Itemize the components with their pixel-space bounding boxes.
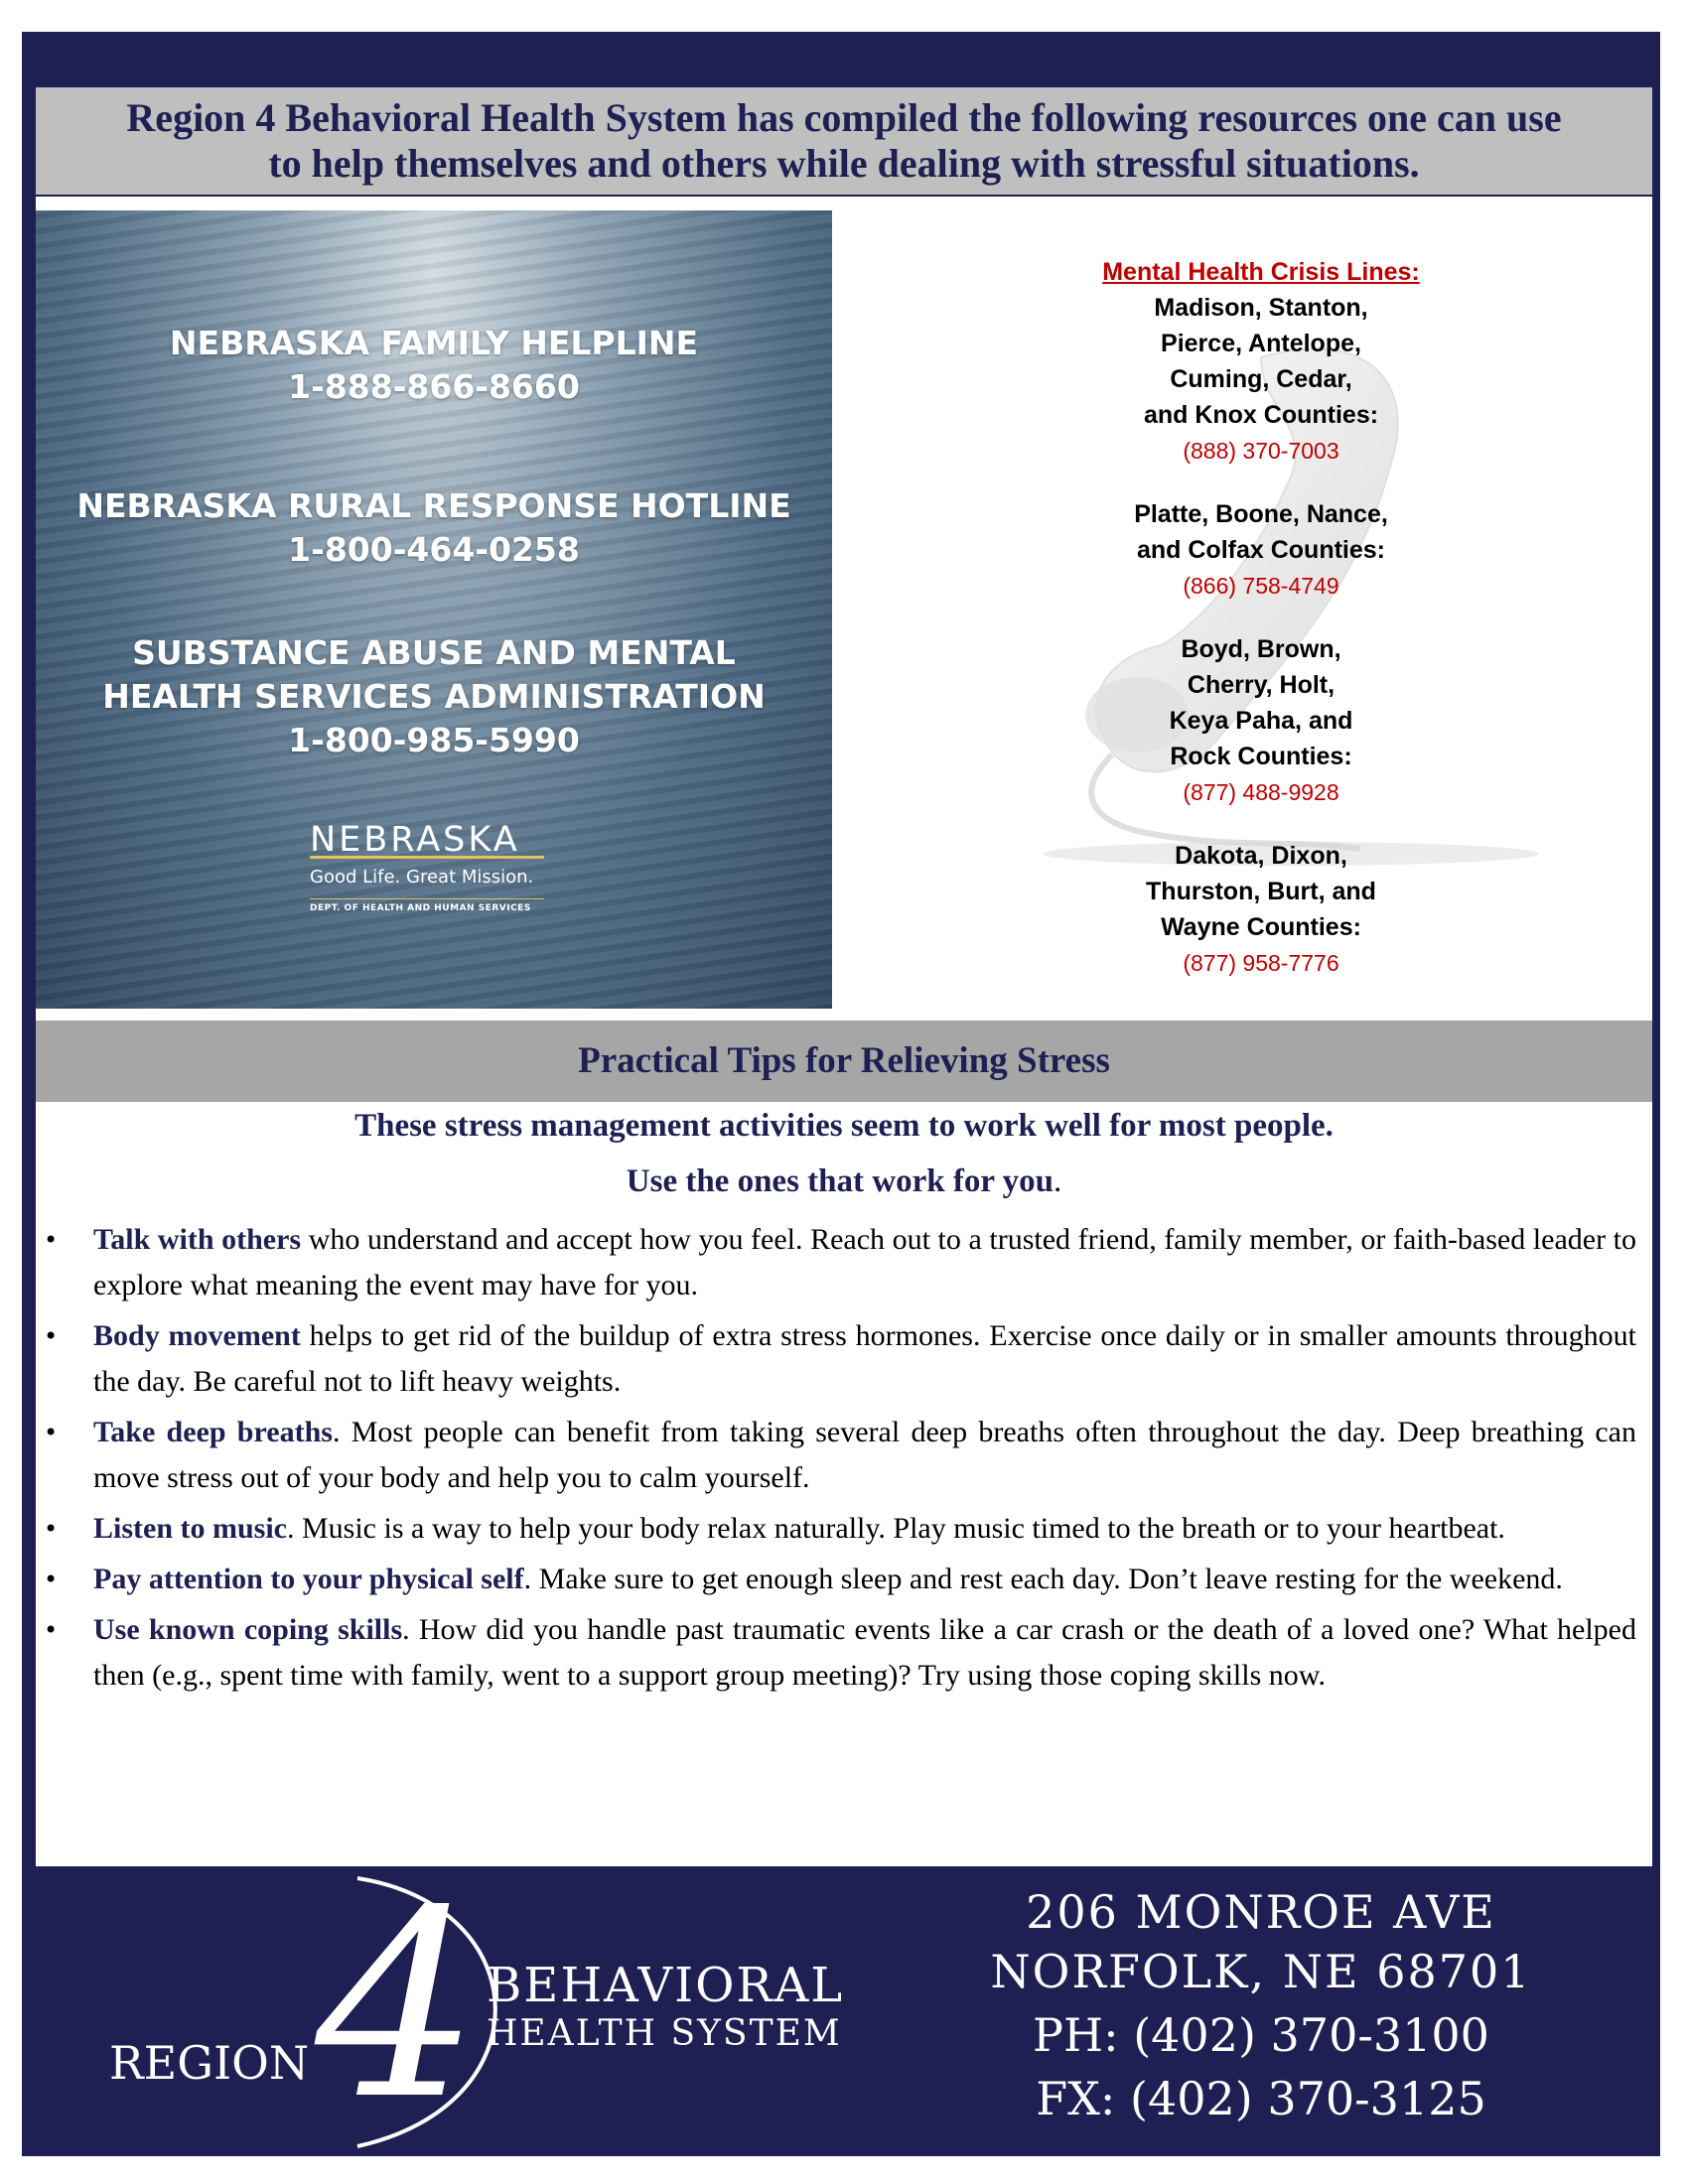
county-line: Pierce, Antelope, bbox=[1161, 330, 1361, 357]
county-line: Keya Paha, and bbox=[1169, 707, 1353, 735]
crisis-lines-title: Mental Health Crisis Lines: bbox=[1102, 258, 1420, 286]
list-item bbox=[93, 1217, 1636, 1308]
footer-address-line-2: NORFOLK, NE 68701 bbox=[990, 1945, 1532, 1998]
tips-title: Practical Tips for Relieving Stress bbox=[36, 1021, 1652, 1102]
tip-text: who understand and accept how you feel. Reach out to a trusted friend, family member, or faith-based leader to explore what meaning the event may have for you. bbox=[93, 1223, 1636, 1301]
logo-line-2: HEALTH SYSTEM bbox=[487, 2013, 842, 2054]
hotline-name: NEBRASKA FAMILY HELPLINE bbox=[169, 324, 699, 362]
logo-numeral: 4 bbox=[315, 1866, 480, 2154]
county-line: Dakota, Dixon, bbox=[1175, 842, 1347, 870]
list-item bbox=[93, 1557, 1636, 1602]
hotline-rural bbox=[36, 484, 832, 572]
tips-list bbox=[93, 1217, 1636, 1704]
crisis-group bbox=[1033, 496, 1489, 604]
hotline-number: 1-800-985-5990 bbox=[288, 721, 580, 759]
tip-text: helps to get rid of the buildup of extra stress hormones. Exercise once daily or in smaller amounts throughout the day. Be careful not to lift heavy weights. bbox=[93, 1319, 1636, 1398]
tip-text: . How did you handle past traumatic events like a car crash or the death of a loved one? What helped then (e.g., spent time with family, went to a support group meeting)? Try using those coping skills now. bbox=[93, 1613, 1636, 1692]
hotline-samhsa bbox=[36, 631, 832, 762]
footer-address-line-1: 206 MONROE AVE bbox=[1026, 1885, 1496, 1939]
region-4-logo bbox=[109, 1866, 864, 2154]
logo-line-1: BEHAVIORAL bbox=[487, 1958, 845, 2013]
hotline-graphic bbox=[36, 210, 832, 1009]
county-line: Boyd, Brown, bbox=[1181, 635, 1341, 663]
logo-region: REGION bbox=[109, 2036, 310, 2090]
county-line: and Knox Counties: bbox=[1143, 401, 1379, 429]
tip-heading: Body movement bbox=[93, 1319, 301, 1352]
crisis-group bbox=[1033, 838, 1489, 981]
hotline-number: 1-888-866-8660 bbox=[288, 367, 580, 406]
county-line: Thurston, Burt, and bbox=[1146, 878, 1376, 905]
tip-text: . Music is a way to help your body relax naturally. Play music timed to the breath or to your heartbeat. bbox=[287, 1512, 1505, 1545]
tip-heading: Take deep breaths bbox=[93, 1416, 333, 1448]
tip-text: . Most people can benefit from taking several deep breaths often throughout the day. Deep breathing can move stress out of your body and help you to calm yourself. bbox=[93, 1416, 1636, 1494]
crisis-group bbox=[1033, 631, 1489, 810]
county-line: and Colfax Counties: bbox=[1136, 536, 1385, 564]
county-line: Wayne Counties: bbox=[1161, 913, 1361, 941]
crisis-phone: (877) 958-7776 bbox=[1183, 950, 1339, 976]
tip-heading: Use known coping skills bbox=[93, 1613, 403, 1646]
county-line: Cherry, Holt, bbox=[1187, 671, 1336, 699]
crisis-phone: (866) 758-4749 bbox=[1183, 573, 1339, 599]
tips-subtitle-2-text: Use the ones that work for you bbox=[626, 1163, 1054, 1199]
tips-subtitle-2-period: . bbox=[1053, 1163, 1062, 1199]
nebraska-dept: DEPT. OF HEALTH AND HUMAN SERVICES bbox=[310, 903, 531, 913]
logo-divider bbox=[310, 898, 544, 899]
list-item bbox=[93, 1313, 1636, 1405]
crisis-group bbox=[1033, 290, 1489, 469]
nebraska-tagline: Good Life. Great Mission. bbox=[310, 867, 534, 887]
hotline-name: SUBSTANCE ABUSE AND MENTAL bbox=[132, 633, 736, 672]
tip-heading: Pay attention to your physical self bbox=[93, 1563, 524, 1595]
county-line: Platte, Boone, Nance, bbox=[1134, 500, 1388, 528]
hotline-family bbox=[36, 322, 832, 409]
county-line: Rock Counties: bbox=[1170, 743, 1352, 770]
hotline-name: HEALTH SERVICES ADMINISTRATION bbox=[102, 677, 766, 716]
list-item bbox=[93, 1506, 1636, 1552]
nebraska-wordmark: NEBRASKA bbox=[310, 820, 520, 860]
tip-heading: Listen to music bbox=[93, 1512, 287, 1545]
county-line: Madison, Stanton, bbox=[1154, 294, 1368, 322]
intro-line-1: Region 4 Behavioral Health System has compiled the following resources one can use bbox=[126, 95, 1562, 140]
tips-subtitle-2 bbox=[36, 1163, 1652, 1200]
tip-heading: Talk with others bbox=[93, 1223, 302, 1256]
footer-fax: FX: (402) 370-3125 bbox=[1036, 2072, 1486, 2125]
footer-phone: PH: (402) 370-3100 bbox=[1033, 2008, 1489, 2062]
list-item bbox=[93, 1607, 1636, 1699]
county-line: Cuming, Cedar, bbox=[1170, 365, 1352, 393]
crisis-phone: (888) 370-7003 bbox=[1183, 438, 1339, 464]
crisis-phone: (877) 488-9928 bbox=[1183, 779, 1339, 805]
intro-header bbox=[36, 87, 1652, 195]
hotline-number: 1-800-464-0258 bbox=[288, 530, 580, 569]
intro-line-2: to help themselves and others while dealing with stressful situations. bbox=[268, 141, 1420, 186]
tip-text: . Make sure to get enough sleep and rest each day. Don’t leave resting for the weekend. bbox=[523, 1563, 1563, 1595]
crisis-lines bbox=[1033, 254, 1489, 1009]
hotline-name: NEBRASKA RURAL RESPONSE HOTLINE bbox=[76, 486, 791, 525]
list-item bbox=[93, 1410, 1636, 1501]
tips-subtitle-1: These stress management activities seem to work well for most people. bbox=[354, 1108, 1334, 1144]
nebraska-dhhs-logo bbox=[310, 818, 544, 913]
